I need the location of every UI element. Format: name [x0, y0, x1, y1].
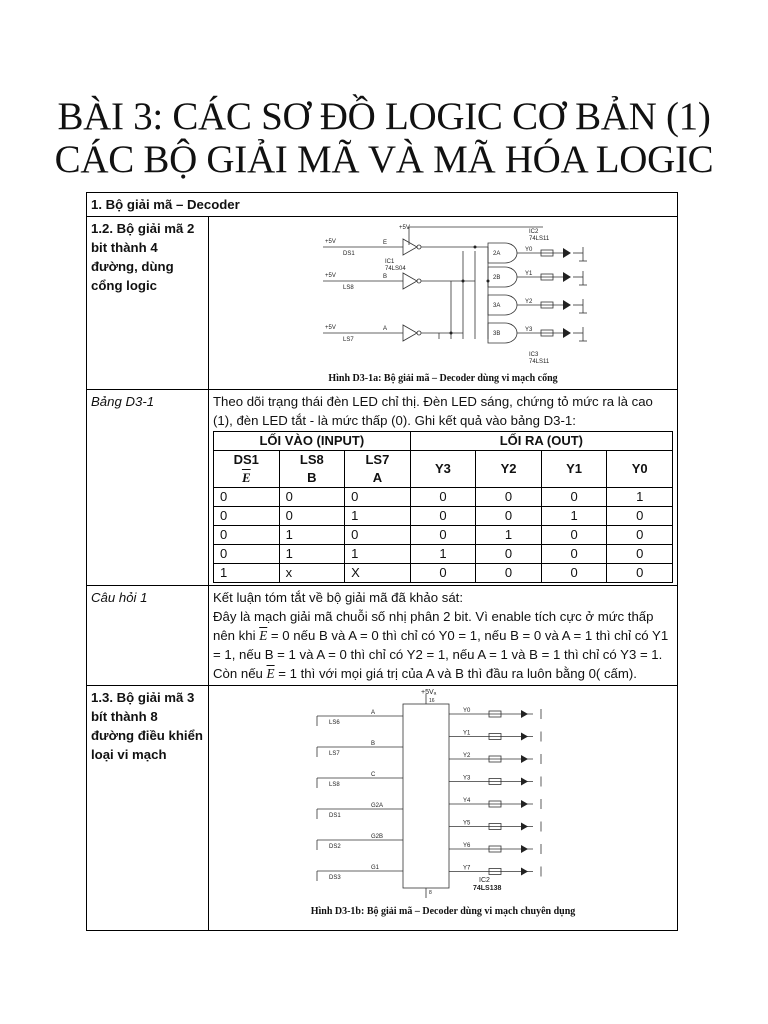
input-switch-label: LS8	[329, 782, 340, 788]
table-d3-1-intro: Theo dõi trạng thái đèn LED chỉ thị. Đèn LED sáng, chứng tỏ mức ra là cao (1), đèn LED tắt - là mức thấp (0). Ghi kết quả vào bảng D3-1:	[213, 394, 653, 428]
truth-table-cell: 1	[541, 507, 607, 526]
output-pin-label: Y7	[463, 865, 471, 872]
question-1-label: Câu hỏi 1	[87, 586, 209, 686]
output-header: LỐI RA (OUT)	[410, 432, 672, 451]
table-d3-1-cell	[209, 390, 678, 586]
truth-table-cell: 0	[607, 526, 673, 545]
table-d3-1-label: Bảng D3-1	[87, 390, 209, 586]
page-title-line1: BÀI 3: CÁC SƠ ĐỒ LOGIC CƠ BẢN (1)	[57, 95, 711, 138]
input-switch-label: LS6	[329, 720, 340, 726]
question-1-answer: Đây là mạch giải mã chuỗi số nhị phân 2 bit. Vì enable tích cực ở mức thấp nên khi $\overline{E} = 0$ nếu B và A = 0 thì chỉ có Y0 = 1, nếu B = 0 và A = 1 thì chỉ có Y1 = 1, nếu B = 1 và A = 0 thì chỉ có Y2 = 1, nếu A = 1 và B = 1 thì chỉ có Y3 = 1. Còn nếu $\overline{E} = 1$ thì với mọi giá trị của A và B thì đầu ra luôn bằng 0( cấm).	[213, 609, 669, 681]
truth-table-cell: 1	[345, 545, 411, 564]
truth-table-group-header	[214, 432, 673, 451]
output-pin-label: Y5	[463, 820, 471, 827]
truth-table-cell: 0	[214, 545, 280, 564]
col-y3: Y3	[410, 451, 476, 488]
truth-table-cell: 0	[476, 488, 542, 507]
pin-8-label: 8	[429, 890, 432, 896]
ic1-label: IC1	[385, 259, 395, 265]
truth-table-cell: 1	[476, 526, 542, 545]
truth-table-cell: 0	[476, 545, 542, 564]
input-switch-label: LS7	[329, 751, 340, 757]
truth-table-cell: 0	[541, 488, 607, 507]
col-ds1: DS1	[233, 452, 259, 467]
figure-d3-1b-cell	[209, 686, 678, 931]
input-switch-label: DS2	[329, 844, 341, 850]
truth-table-cell: 0	[476, 564, 542, 583]
y0-label: Y0	[525, 247, 533, 253]
item-1-3-row	[87, 686, 678, 931]
truth-table-cell: 0	[607, 507, 673, 526]
col-ls8: LS8	[299, 452, 324, 467]
ls8-label: LS8	[343, 285, 354, 291]
truth-table-cell: 0	[476, 507, 542, 526]
truth-table-cell: 0	[279, 488, 345, 507]
col-y2: Y2	[476, 451, 542, 488]
input-pin-label: C	[371, 772, 376, 778]
item-1-2-label: 1.2. Bộ giải mã 2 bit thành 4 đường, dùng cổng logic	[87, 217, 209, 390]
ic2-part-label: 74LS11	[529, 236, 550, 242]
vcc-label: +5Vₐ	[421, 689, 437, 696]
output-pin-label: Y2	[463, 753, 471, 759]
output-pin-label: Y1	[463, 730, 471, 737]
input-switch-label: DS3	[329, 875, 341, 881]
truth-table-body	[214, 488, 673, 583]
ls7-label: LS7	[343, 337, 354, 343]
truth-table-row	[214, 526, 673, 545]
vcc-sw2-label: +5V	[325, 273, 336, 279]
figure-d3-1a-caption: Hình D3-1a: Bộ giải mã – Decoder dùng vi mạch cổng	[328, 373, 558, 384]
figure-d3-1a-cell	[209, 217, 678, 390]
col-ds1-sub: $\overline{E}$	[241, 470, 251, 485]
section-header-row	[87, 193, 678, 217]
truth-table-cell: 1	[214, 564, 280, 583]
truth-table-row	[214, 545, 673, 564]
truth-table-cell: 0	[541, 564, 607, 583]
truth-table-cell: 0	[410, 564, 476, 583]
ic1-part-label: 74LS04	[385, 266, 406, 272]
col-ls7-sub: A	[372, 470, 383, 485]
truth-table-cell: 0	[214, 507, 280, 526]
input-pin-label: G1	[371, 865, 380, 871]
truth-table-cell: 0	[345, 488, 411, 507]
output-pin-label: Y0	[463, 708, 471, 714]
question-1-cell	[209, 586, 678, 686]
input-pin-label: G2A	[371, 803, 384, 809]
col-y1: Y1	[541, 451, 607, 488]
truth-table-cell: 1	[279, 526, 345, 545]
col-y0: Y0	[607, 451, 673, 488]
y1-label: Y1	[525, 271, 533, 277]
ic3-label: IC3	[529, 352, 539, 358]
truth-table-cell: 0	[541, 545, 607, 564]
question-1-row	[87, 586, 678, 686]
figure-d3-1b-caption: Hình D3-1b: Bộ giải mã – Decoder dùng vi mạch chuyên dụng	[310, 906, 576, 917]
truth-table-cell: 0	[279, 507, 345, 526]
input-pin-label: A	[371, 710, 376, 716]
truth-table-cell: 0	[410, 488, 476, 507]
gate-3b-label: 3B	[493, 331, 501, 337]
truth-table-cell: 0	[607, 545, 673, 564]
vcc-sw1-label: +5V	[325, 239, 336, 245]
input-pin-label: B	[371, 741, 376, 747]
pin-e-label: E	[383, 240, 388, 246]
y3-label: Y3	[525, 327, 533, 333]
truth-table-cell: 0	[214, 488, 280, 507]
ds1-label: DS1	[343, 251, 355, 257]
decoder-logic-gate-schematic	[213, 221, 673, 373]
pin-a-label: A	[383, 326, 388, 332]
truth-table	[213, 431, 673, 583]
pin-b-label: B	[383, 274, 388, 280]
question-1-prompt: Kết luận tóm tắt về bộ giải mã đã khảo sát:	[213, 590, 463, 605]
gate-3a-label: 3A	[493, 303, 501, 309]
truth-table-cell: 0	[345, 526, 411, 545]
truth-table-col-header	[214, 451, 673, 488]
pin-16-label: 16	[429, 698, 435, 704]
output-pin-label: Y3	[463, 775, 471, 782]
vcc-sw3-label: +5V	[325, 325, 336, 331]
section-title: 1. Bộ giải mã – Decoder	[87, 193, 678, 217]
decoder-74ls138-schematic	[293, 686, 593, 908]
gate-2b-label: 2B	[493, 275, 501, 281]
truth-table-cell: x	[279, 564, 345, 583]
table-d3-1-row	[87, 390, 678, 586]
ic2-label: IC2	[479, 877, 490, 884]
truth-table-cell: 1	[410, 545, 476, 564]
output-pin-label: Y4	[463, 798, 471, 804]
vcc-label: +5V	[399, 225, 410, 231]
ic3-part-label: 74LS11	[529, 359, 550, 365]
truth-table-cell: 1	[345, 507, 411, 526]
truth-table-row	[214, 564, 673, 583]
truth-table-cell: 0	[410, 526, 476, 545]
output-pin-label: Y6	[463, 843, 471, 849]
truth-table-cell: 0	[607, 564, 673, 583]
ic2-label: IC2	[529, 229, 539, 235]
truth-table-cell: 1	[279, 545, 345, 564]
gate-2a-label: 2A	[493, 251, 501, 257]
truth-table-cell: 0	[541, 526, 607, 545]
item-1-3-label: 1.3. Bộ giải mã 3 bít thành 8 đường điều khiển loại vi mạch	[87, 686, 209, 931]
truth-table-cell: X	[345, 564, 411, 583]
input-pin-label: G2B	[371, 834, 384, 840]
truth-table-cell: 0	[410, 507, 476, 526]
col-ls8-sub: B	[307, 470, 317, 485]
truth-table-row	[214, 488, 673, 507]
item-1-2-row	[87, 217, 678, 390]
col-ls7: LS7	[365, 452, 390, 467]
truth-table-row	[214, 507, 673, 526]
lab-table	[86, 192, 678, 931]
ic2-part-label: 74LS138	[473, 885, 502, 892]
truth-table-cell: 0	[214, 526, 280, 545]
input-switch-label: DS1	[329, 813, 341, 819]
page-title-line2: CÁC BỘ GIẢI MÃ VÀ MÃ HÓA LOGIC	[54, 138, 714, 181]
truth-table-cell: 1	[607, 488, 673, 507]
input-header: LỐI VÀO (INPUT)	[214, 432, 411, 451]
y2-label: Y2	[525, 299, 533, 305]
